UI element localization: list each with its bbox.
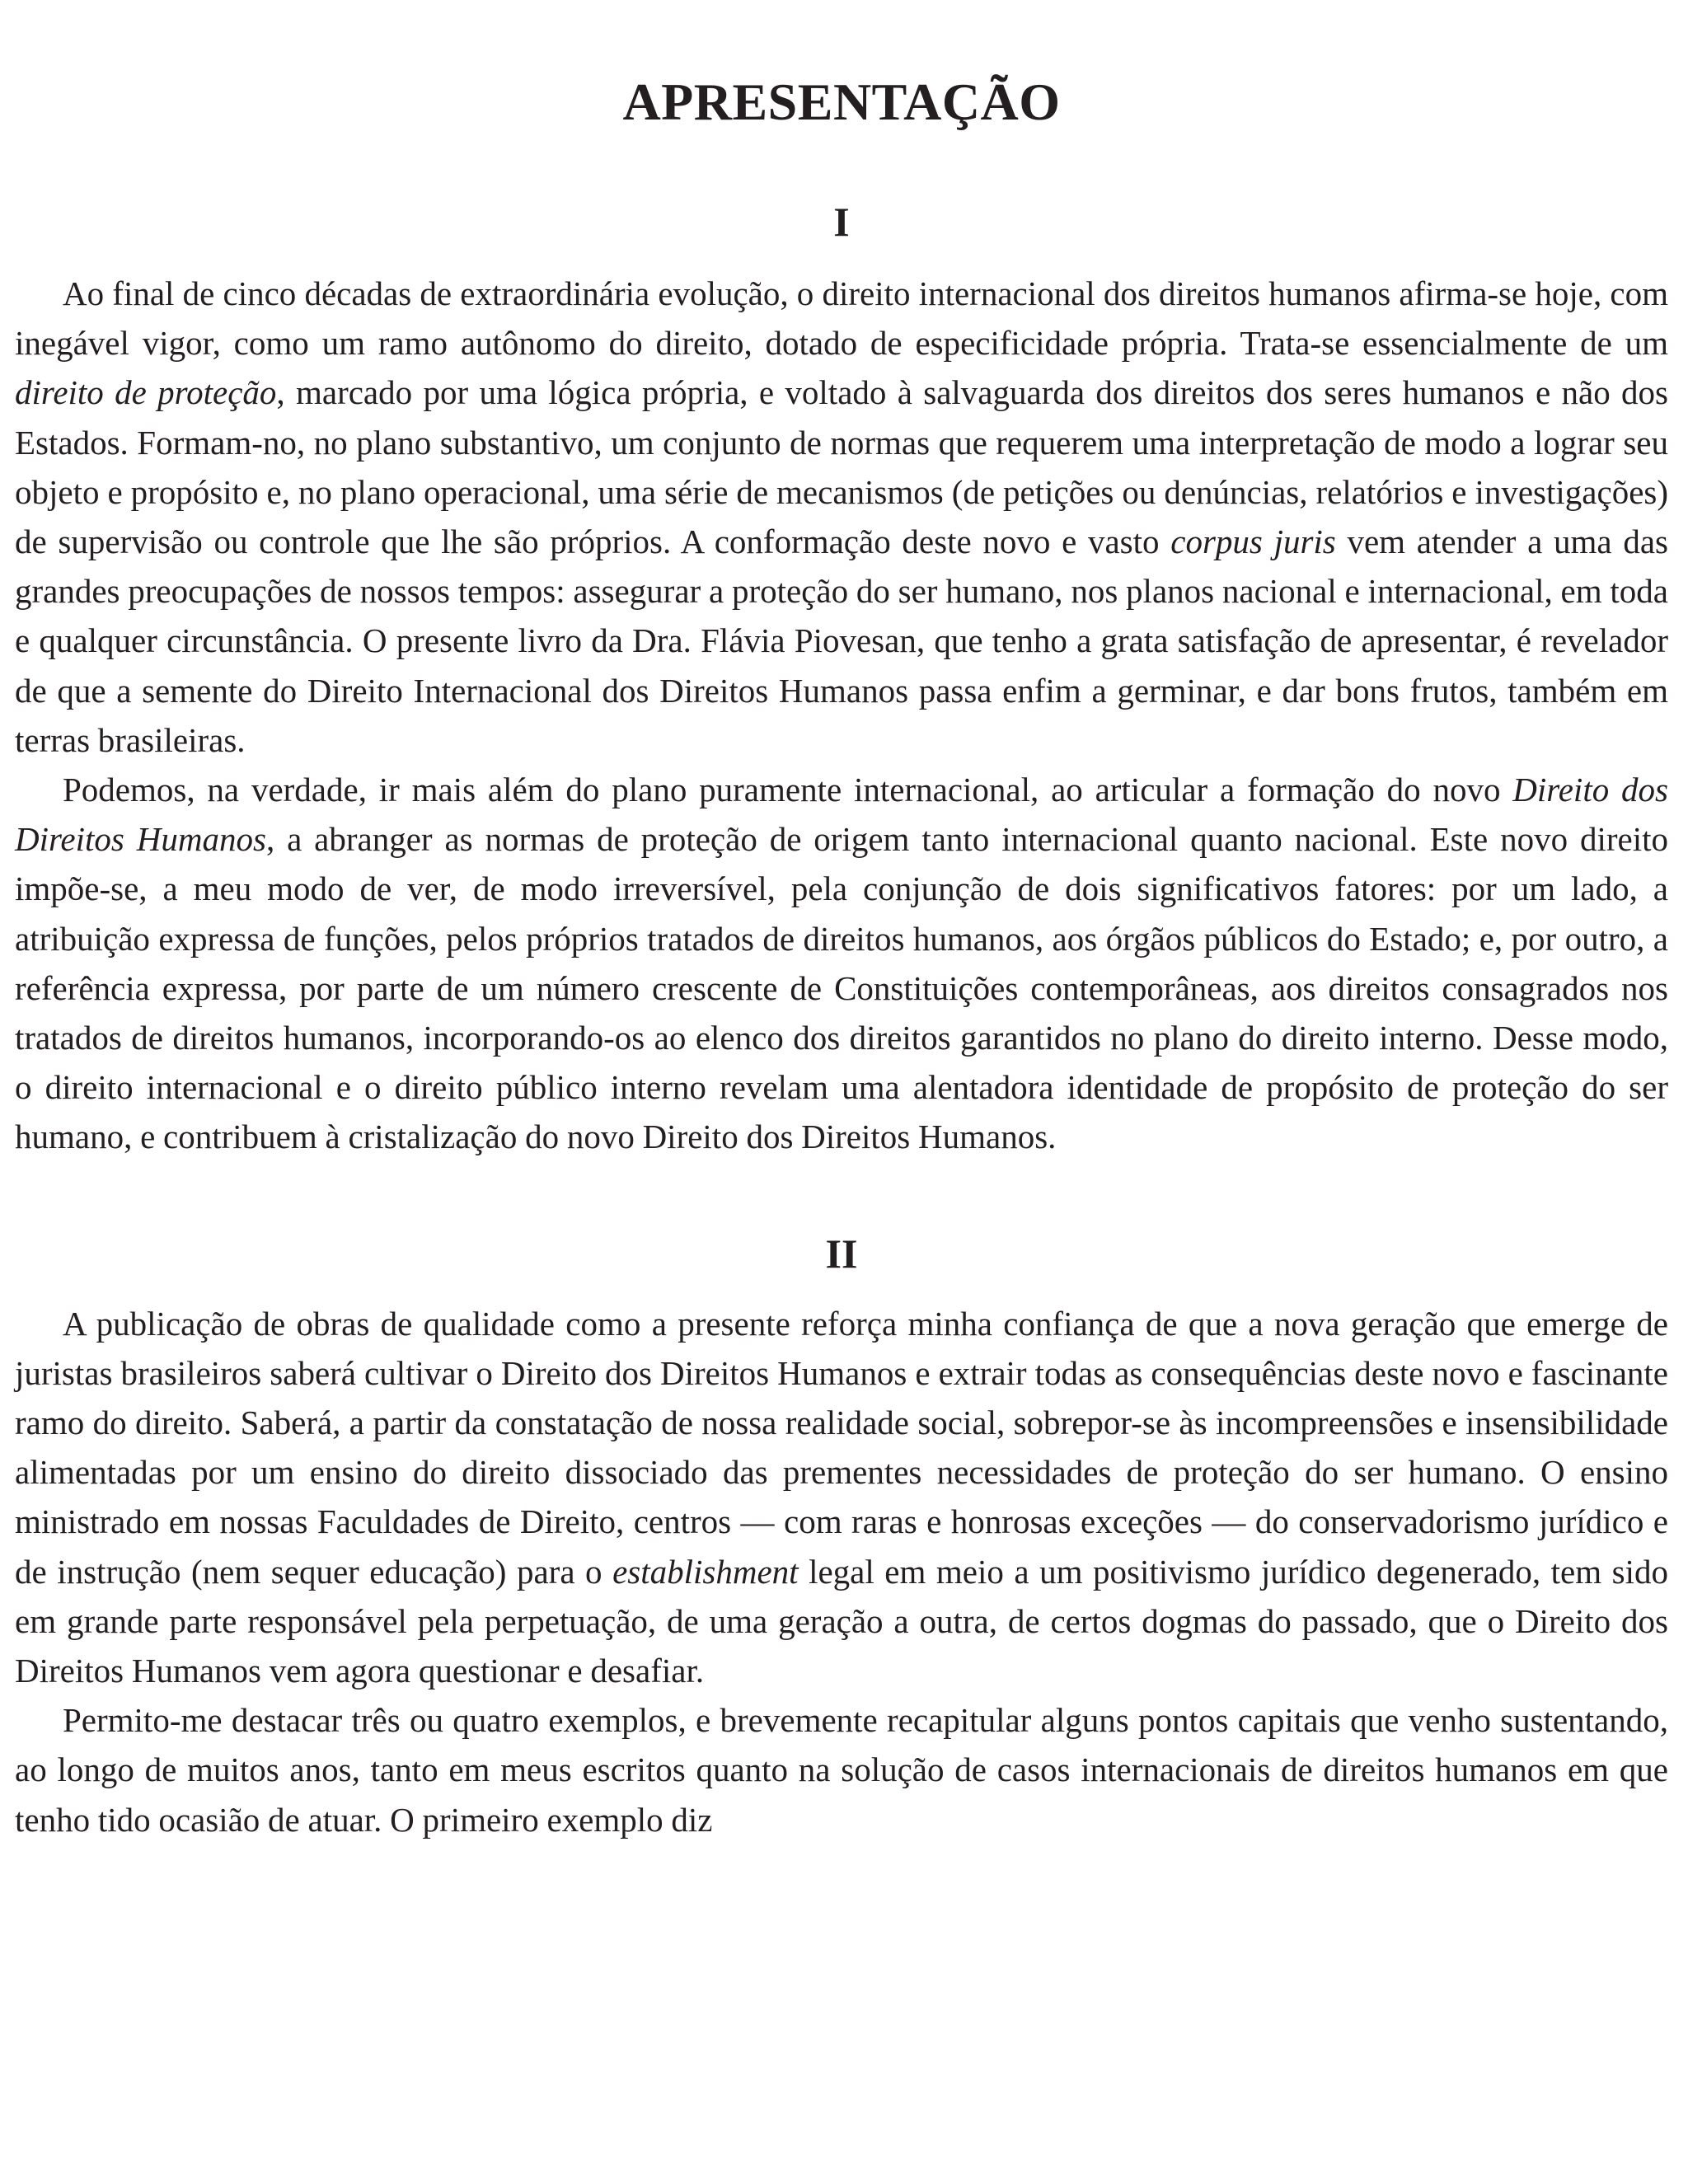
text-segment: Permito-me destacar três ou quatro exemplos, e brevemente recapitular alguns pontos capitais que venho sustentando, ao longo de muitos anos, tanto em meus escritos quanto na solução de casos internacionais de direitos humanos em que tenho tido ocasião de atuar. O primeiro exemplo diz — [15, 1701, 1668, 1839]
document-page — [15, 0, 1668, 1844]
page-title: APRESENTAÇÃO — [622, 73, 1061, 131]
paragraph — [15, 765, 1668, 1162]
section-number: I — [833, 199, 850, 245]
italic-text-segment: corpus juris — [1170, 523, 1336, 561]
italic-text-segment: establishment — [612, 1552, 799, 1591]
italic-text-segment: Direito dos Direitos Humanos — [15, 771, 1668, 859]
paragraph — [15, 1299, 1668, 1696]
italic-text-segment: direito de proteção — [15, 373, 277, 412]
text-segment: vem atender a uma das grandes preocupações de nossos tempos: assegurar a proteção do ser humano, nos planos nacional e internacional, em toda e qualquer circunstância. O presente livro da Dra. Flávia Piovesan, que tenho a grata satisfação de apresentar, é revelador de que a semente do Direito Internacional dos Direitos Humanos passa enfim a germinar, e dar bons frutos, também em terras brasileiras. — [15, 523, 1668, 759]
text-segment: Ao final de cinco décadas de extraordinária evolução, o direito internacional dos direitos humanos afirma-se hoje, com inegável vigor, como um ramo autônomo do direito, dotado de especificidade própria. Trata-se essencialmente de um — [15, 274, 1668, 363]
text-segment: , a abranger as normas de proteção de origem tanto internacional quanto nacional. Este novo direito impõe-se, a meu modo de ver, de modo irreversível, pela conjunção de dois significativos fatores: por um lado, a atribuição expressa de funções, pelos próprios tratados de direitos humanos, aos órgãos públicos do Estado; e, por outro, a referência expressa, por parte de um número crescente de Constituições contemporâneas, aos direitos consagrados nos tratados de direitos humanos, incorporando-os ao elenco dos direitos garantidos no plano do direito interno. Desse modo, o direito internacional e o direito público interno revelam uma alentadora identidade de propósito de proteção do ser humano, e contribuem à cristalização do novo Direito dos Direitos Humanos. — [15, 820, 1668, 1156]
section-body — [15, 1299, 1668, 1844]
paragraph — [15, 1695, 1668, 1844]
section-body — [15, 269, 1668, 1162]
text-segment: , marcado por uma lógica própria, e voltado à salvaguarda dos direitos dos seres humanos e não dos Estados. Formam-no, no plano substantivo, um conjunto de normas que requerem uma interpretação de modo a lograr seu objeto e propósito e, no plano operacional, uma série de mecanismos (de petições ou denúncias, relatórios e investigações) de supervisão ou controle que lhe são próprios. A conformação deste novo e vasto — [15, 373, 1668, 561]
paragraph — [15, 269, 1668, 765]
section-2 — [15, 1230, 1669, 1844]
section-number: II — [825, 1230, 858, 1277]
text-segment: Podemos, na verdade, ir mais além do plano puramente internacional, ao articular a formação do novo — [63, 771, 1513, 809]
section-1 — [15, 201, 1668, 1162]
text-segment: A publicação de obras de qualidade como a presente reforça minha confiança de que a nova geração que emerge de juristas brasileiros saberá cultivar o Direito dos Direitos Humanos e extrair todas as consequências deste novo e fascinante ramo do direito. Saberá, a partir da constatação de nossa realidade social, sobrepor-se às incompreensões e insensibilidade alimentadas por um ensino do direito dissociado das prementes necessidades de proteção do ser humano. O ensino ministrado em nossas Faculdades de Direito, centros — com raras e honrosas exceções — do conservadorismo jurídico e de instrução (nem sequer educação) para o — [15, 1304, 1668, 1591]
text-segment: legal em meio a um positivismo jurídico degenerado, tem sido em grande parte responsável pela perpetuação, de uma geração a outra, de certos dogmas do passado, que o Direito dos Direitos Humanos vem agora questionar e desafiar. — [15, 1552, 1669, 1690]
